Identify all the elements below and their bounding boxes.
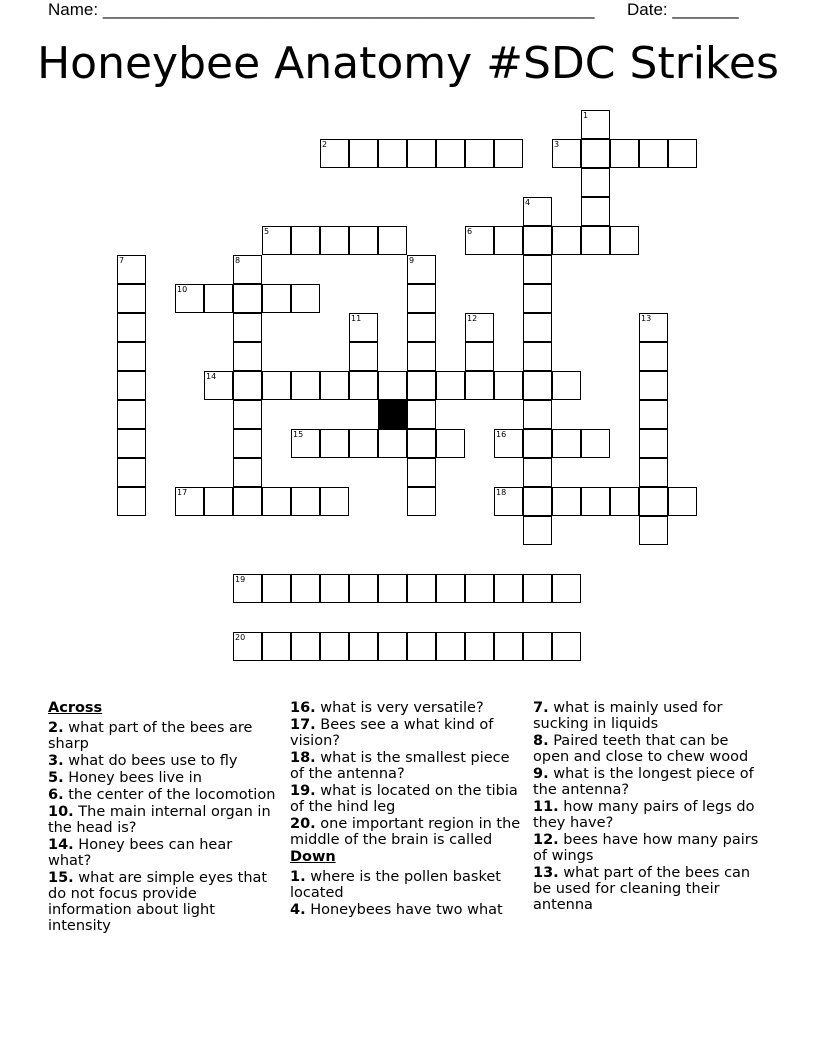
across-clue [290,700,522,716]
grid-cell[interactable] [262,574,291,603]
grid-cell[interactable] [349,313,378,342]
grid-cell[interactable] [552,429,581,458]
grid-cell[interactable] [465,632,494,661]
grid-cell[interactable] [581,197,610,226]
clue-number: 4 [525,198,531,207]
clue-text: Honey bees can hear what? [48,837,233,869]
grid-cell[interactable] [494,632,523,661]
grid-cell[interactable] [291,226,320,255]
grid-cell[interactable] [233,632,262,661]
clue-text: what are simple eyes that do not focus provide information about light intensity [48,870,268,934]
grid-cell[interactable] [407,632,436,661]
clue-number: 12. [533,832,559,848]
clue-text: one important region in the middle of the brain is called [290,816,521,848]
grid-cell[interactable] [233,400,262,429]
clue-number: 14 [206,372,217,381]
grid-cell[interactable] [436,429,465,458]
grid-cell[interactable] [175,487,204,516]
grid-cell[interactable] [494,226,523,255]
clue-number: 19 [235,575,246,584]
grid-cell[interactable] [523,313,552,342]
clue-text: what is located on the tibia of the hind leg [290,783,518,815]
page-title: Honeybee Anatomy #SDC Strikes [37,38,779,89]
grid-cell[interactable] [117,400,146,429]
clue-text: what is the smallest piece of the antenna? [290,750,510,782]
grid-cell[interactable] [291,284,320,313]
clue-number: 9. [533,766,549,782]
clue-text: Bees see a what kind of vision? [290,717,494,749]
clue-number: 11 [351,314,362,323]
grid-cell[interactable] [262,284,291,313]
grid-cell[interactable] [233,458,262,487]
clue-number: 2. [48,720,64,736]
down-clue [533,799,768,831]
name-label: Name: [48,0,99,19]
grid-cell[interactable] [233,284,262,313]
grid-cell[interactable] [465,313,494,342]
grid-cell[interactable] [523,516,552,545]
down-clue [533,700,768,732]
clue-number: 15 [293,430,304,439]
clue-number: 11. [533,799,559,815]
across-clue [290,816,522,848]
clues-column-1 [48,700,278,935]
clue-number: 6. [48,787,64,803]
across-clue [48,837,278,869]
clue-number: 13 [641,314,652,323]
grid-cell[interactable] [494,429,523,458]
clue-number: 20. [290,816,316,832]
grid-cell[interactable] [407,139,436,168]
down-clue [533,733,768,765]
clue-number: 15. [48,870,74,886]
grid-cell[interactable] [378,574,407,603]
grid-cell[interactable] [581,168,610,197]
clue-text: what part of the bees can be used for cleaning their antenna [533,865,751,913]
grid-cell[interactable] [465,574,494,603]
grid-cell[interactable] [117,429,146,458]
grid-cell[interactable] [523,632,552,661]
grid-cell[interactable] [262,226,291,255]
clues-column-3 [533,700,768,914]
clue-text: what part of the bees are sharp [48,720,253,752]
clue-number: 1. [290,869,306,885]
grid-cell[interactable] [204,371,233,400]
across-heading: Across [48,700,103,716]
grid-cell[interactable] [117,255,146,284]
grid-cell[interactable] [552,487,581,516]
grid-cell[interactable] [117,342,146,371]
grid-cell[interactable] [639,371,668,400]
clue-number: 17 [177,488,188,497]
clue-text: what do bees use to fly [63,753,238,769]
clue-number: 14. [48,837,74,853]
clue-number: 9 [409,256,415,265]
down-clue [290,902,522,918]
grid-cell[interactable] [552,139,581,168]
grid-cell[interactable] [610,487,639,516]
clue-number: 5. [48,770,64,786]
grid-cell[interactable] [407,255,436,284]
grid-cell[interactable] [581,139,610,168]
grid-cell[interactable] [436,574,465,603]
grid-cell[interactable] [407,342,436,371]
grid-cell[interactable] [581,226,610,255]
grid-cell[interactable] [117,284,146,313]
clue-text: what is very versatile? [315,700,484,716]
grid-cell[interactable] [523,458,552,487]
clue-number: 10 [177,285,188,294]
grid-cell[interactable] [407,574,436,603]
grid-cell[interactable] [639,139,668,168]
clue-number: 18 [496,488,507,497]
grid-cell[interactable] [378,139,407,168]
grid-cell[interactable] [407,284,436,313]
grid-cell[interactable] [581,110,610,139]
date-line: _______ [672,0,739,19]
grid-cell[interactable] [320,574,349,603]
across-clue [48,753,278,769]
grid-cell[interactable] [233,371,262,400]
clue-number: 3. [48,753,64,769]
grid-cell[interactable] [639,458,668,487]
grid-cell[interactable] [349,342,378,371]
grid-cell[interactable] [523,429,552,458]
down-clue [290,869,522,901]
grid-cell[interactable] [320,226,349,255]
grid-cell[interactable] [407,313,436,342]
grid-cell[interactable] [117,371,146,400]
grid-cell[interactable] [639,313,668,342]
clue-text: the center of the locomotion [63,787,276,803]
grid-cell[interactable] [320,632,349,661]
grid-cell[interactable] [407,458,436,487]
grid-cell[interactable] [175,284,204,313]
grid-cell[interactable] [523,197,552,226]
grid-cell[interactable] [639,400,668,429]
clue-text: where is the pollen basket located [290,869,501,901]
clue-text: bees have how many pairs of wings [533,832,759,864]
clue-text: what is mainly used for sucking in liquids [533,700,723,732]
grid-cell[interactable] [465,226,494,255]
grid-cell[interactable] [378,226,407,255]
grid-cell[interactable] [465,139,494,168]
down-heading: Down [290,849,336,865]
grid-cell[interactable] [117,458,146,487]
across-clue [48,804,278,836]
across-clue [48,787,278,803]
grid-cell[interactable] [407,400,436,429]
grid-cell[interactable] [320,429,349,458]
clue-number: 5 [264,227,270,236]
grid-cell[interactable] [262,487,291,516]
grid-cell[interactable] [349,371,378,400]
grid-cell[interactable] [610,226,639,255]
down-clue [533,865,768,913]
grid-cell[interactable] [349,139,378,168]
grid-cell[interactable] [581,429,610,458]
grid-cell[interactable] [436,632,465,661]
grid-cell[interactable] [291,371,320,400]
grid-cell[interactable] [291,429,320,458]
grid-cell[interactable] [117,487,146,516]
grid-cell[interactable] [552,574,581,603]
grid-cell[interactable] [320,487,349,516]
clue-text: what is the longest piece of the antenna? [533,766,754,798]
grid-cell[interactable] [465,342,494,371]
grid-cell[interactable] [233,429,262,458]
grid-cell[interactable] [494,487,523,516]
grid-cell[interactable] [349,632,378,661]
grid-cell[interactable] [378,429,407,458]
grid-cell[interactable] [291,487,320,516]
across-clue [48,770,278,786]
clue-number: 16 [496,430,507,439]
grid-cell[interactable] [320,371,349,400]
grid-cell[interactable] [320,139,349,168]
grid-cell[interactable] [291,632,320,661]
grid-cell[interactable] [668,139,697,168]
grid-cell[interactable] [407,487,436,516]
clues-column-2 [290,700,522,919]
clue-number: 12 [467,314,478,323]
grid-cell[interactable] [233,342,262,371]
clue-number: 20 [235,633,246,642]
across-clue [48,870,278,934]
clue-number: 19. [290,783,316,799]
clue-number: 1 [583,111,589,120]
grid-cell[interactable] [494,574,523,603]
grid-cell[interactable] [610,139,639,168]
grid-cell[interactable] [378,371,407,400]
clue-number: 6 [467,227,473,236]
grid-cell[interactable] [291,574,320,603]
grid-cell[interactable] [204,284,233,313]
grid-cell[interactable] [233,574,262,603]
grid-cell[interactable] [523,255,552,284]
grid-cell[interactable] [407,429,436,458]
grid-cell[interactable] [349,226,378,255]
grid-cell[interactable] [668,487,697,516]
clue-number: 7. [533,700,549,716]
grid-cell[interactable] [552,632,581,661]
grid-cell[interactable] [523,342,552,371]
grid-cell[interactable] [523,574,552,603]
grid-cell[interactable] [552,226,581,255]
grid-cell[interactable] [349,574,378,603]
grid-cell[interactable] [523,226,552,255]
grid-cell[interactable] [523,400,552,429]
grid-cell[interactable] [639,429,668,458]
grid-cell[interactable] [465,371,494,400]
grid-cell[interactable] [436,139,465,168]
grid-cell[interactable] [349,429,378,458]
clue-number: 17. [290,717,316,733]
clue-text: The main internal organ in the head is? [48,804,271,836]
black-cell [378,400,407,429]
grid-cell[interactable] [581,487,610,516]
across-clue [290,717,522,749]
grid-cell[interactable] [233,487,262,516]
clue-text: Paired teeth that can be open and close to chew wood [533,733,749,765]
clue-number: 18. [290,750,316,766]
clue-text: how many pairs of legs do they have? [533,799,755,831]
down-clue [533,832,768,864]
grid-cell[interactable] [523,371,552,400]
grid-cell[interactable] [378,632,407,661]
clue-number: 4. [290,902,306,918]
clue-number: 16. [290,700,316,716]
date-label: Date: [627,0,668,19]
grid-cell[interactable] [262,371,291,400]
clue-number: 8. [533,733,549,749]
clue-number: 8 [235,256,241,265]
clue-text: Honeybees have two what [305,902,503,918]
clue-text: Honey bees live in [63,770,202,786]
clue-number: 2 [322,140,328,149]
across-clue [290,783,522,815]
grid-cell[interactable] [233,255,262,284]
across-clue [290,750,522,782]
clue-number: 7 [119,256,125,265]
grid-cell[interactable] [494,371,523,400]
grid-cell[interactable] [262,632,291,661]
grid-cell[interactable] [639,342,668,371]
grid-cell[interactable] [494,139,523,168]
clue-number: 10. [48,804,74,820]
grid-cell[interactable] [523,487,552,516]
grid-cell[interactable] [204,487,233,516]
grid-cell[interactable] [639,487,668,516]
clue-number: 13. [533,865,559,881]
grid-cell[interactable] [639,516,668,545]
down-clue [533,766,768,798]
clue-number: 3 [554,140,560,149]
grid-cell[interactable] [523,284,552,313]
grid-cell[interactable] [407,371,436,400]
grid-cell[interactable] [117,313,146,342]
grid-cell[interactable] [233,313,262,342]
name-line: ____________________________________________________ [102,0,595,19]
across-clue [48,720,278,752]
grid-cell[interactable] [552,371,581,400]
grid-cell[interactable] [436,371,465,400]
